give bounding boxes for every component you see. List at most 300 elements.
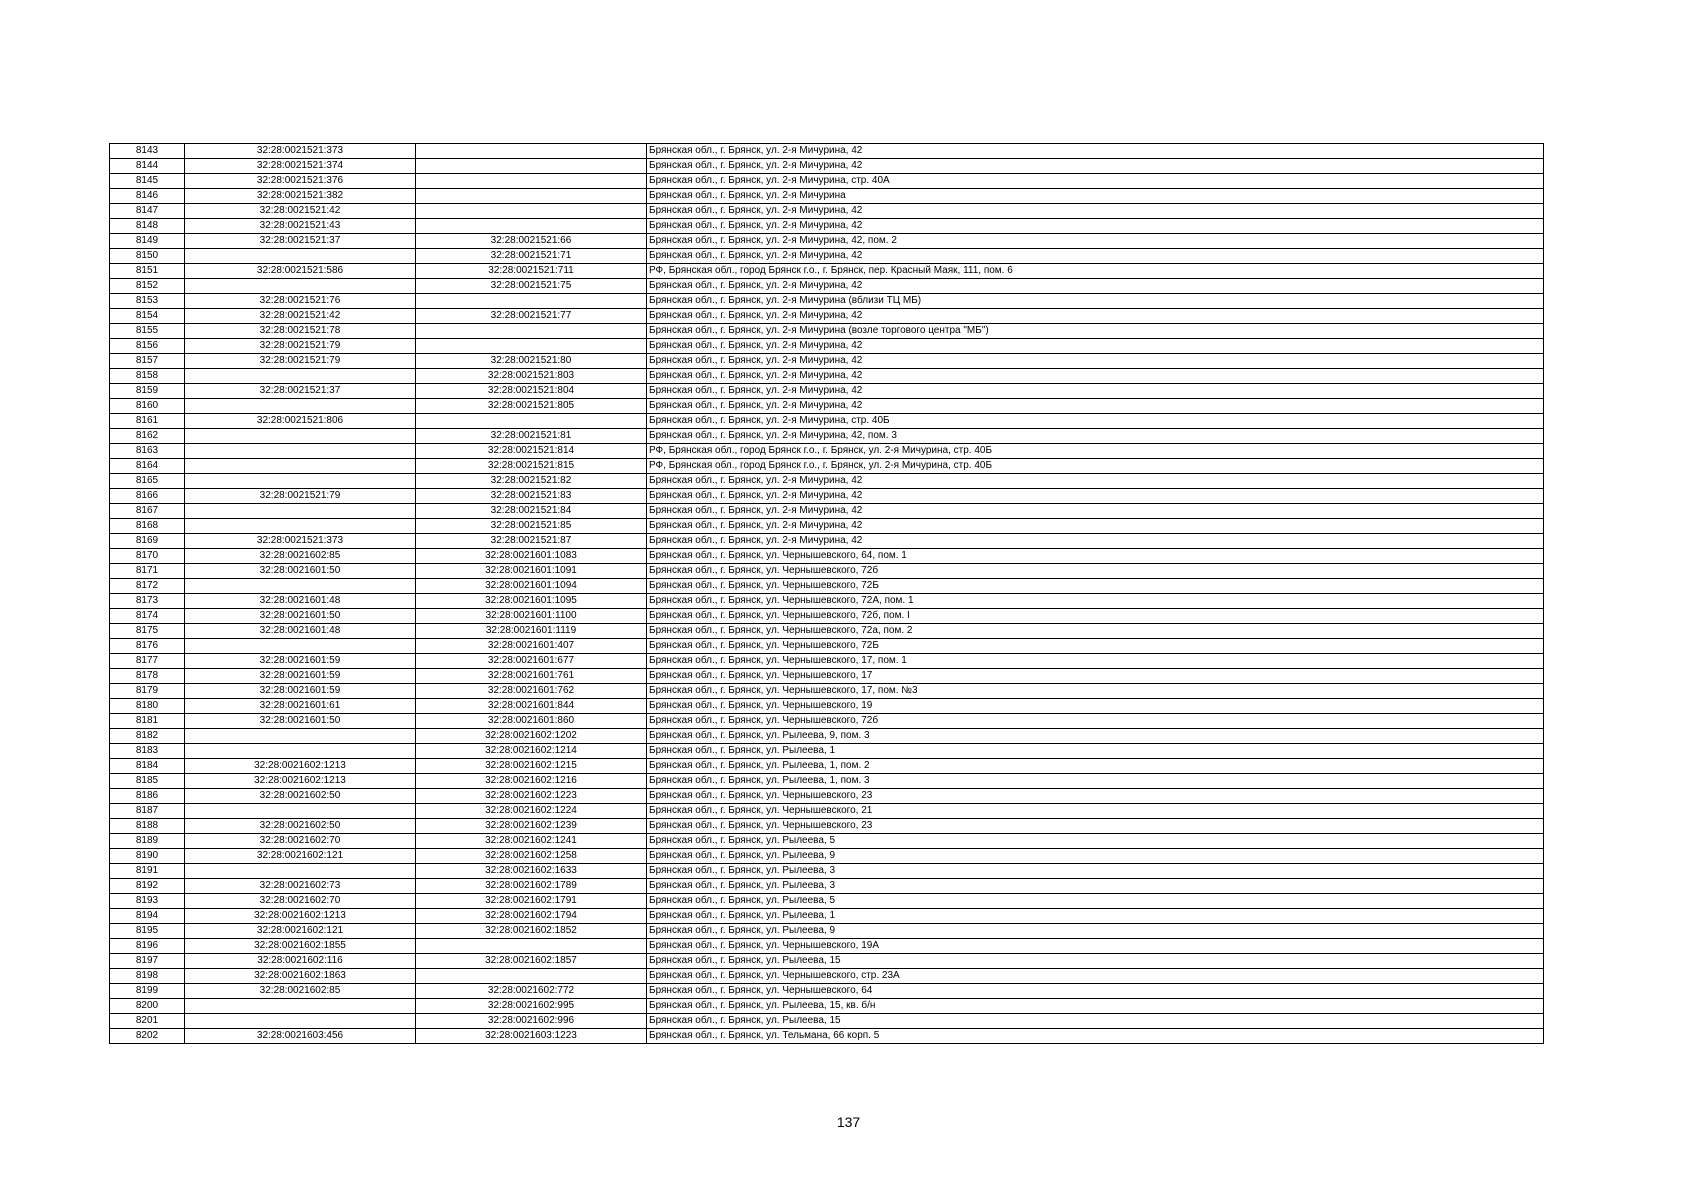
cadastral-number-cell: 32:28:0021601:48 [185, 594, 416, 609]
object-cadastral-number-cell: 32:28:0021602:1789 [416, 879, 647, 894]
table-row [110, 669, 1544, 684]
object-cadastral-number-cell: 32:28:0021521:71 [416, 249, 647, 264]
cadastral-number-cell: 32:28:0021521:42 [185, 309, 416, 324]
address-cell: Брянская обл., г. Брянск, ул. Рылеева, 9 [647, 849, 1544, 864]
table-row [110, 369, 1544, 384]
address-cell: Брянская обл., г. Брянск, ул. Чернышевского, 72б, пом. I [647, 609, 1544, 624]
address-cell: Брянская обл., г. Брянск, ул. 2-я Мичурина, 42 [647, 399, 1544, 414]
address-cell: Брянская обл., г. Брянск, ул. Рылеева, 3 [647, 864, 1544, 879]
object-cadastral-number-cell: 32:28:0021521:815 [416, 459, 647, 474]
address-cell: Брянская обл., г. Брянск, ул. 2-я Мичурина, 42 [647, 489, 1544, 504]
row-number-cell: 8176 [110, 639, 185, 654]
address-cell: Брянская обл., г. Брянск, ул. 2-я Мичурина, 42 [647, 249, 1544, 264]
address-cell: Брянская обл., г. Брянск, ул. Тельмана, 66 корп. 5 [647, 1029, 1544, 1044]
cadastral-number-cell: 32:28:0021602:1863 [185, 969, 416, 984]
cadastral-number-cell: 32:28:0021601:61 [185, 699, 416, 714]
object-cadastral-number-cell: 32:28:0021521:77 [416, 309, 647, 324]
row-number-cell: 8200 [110, 999, 185, 1014]
address-cell: Брянская обл., г. Брянск, ул. Чернышевского, 72Б [647, 579, 1544, 594]
cadastral-number-cell: 32:28:0021521:79 [185, 354, 416, 369]
cadastral-number-cell [185, 579, 416, 594]
row-number-cell: 8179 [110, 684, 185, 699]
cadastral-number-cell [185, 804, 416, 819]
cadastral-number-cell: 32:28:0021602:70 [185, 894, 416, 909]
address-cell: Брянская обл., г. Брянск, ул. Рылеева, 9 [647, 924, 1544, 939]
row-number-cell: 8202 [110, 1029, 185, 1044]
row-number-cell: 8187 [110, 804, 185, 819]
row-number-cell: 8201 [110, 1014, 185, 1029]
cadastral-number-cell: 32:28:0021521:43 [185, 219, 416, 234]
cadastral-number-cell: 32:28:0021521:374 [185, 159, 416, 174]
object-cadastral-number-cell: 32:28:0021602:1202 [416, 729, 647, 744]
page-number: 137 [836, 1114, 861, 1130]
table-row [110, 999, 1544, 1014]
address-cell: Брянская обл., г. Брянск, ул. 2-я Мичурина, стр. 40А [647, 174, 1544, 189]
address-cell: Брянская обл., г. Брянск, ул. Чернышевского, 19 [647, 699, 1544, 714]
cadastral-number-cell: 32:28:0021602:116 [185, 954, 416, 969]
table-row [110, 624, 1544, 639]
address-cell: Брянская обл., г. Брянск, ул. Чернышевского, 72Б [647, 639, 1544, 654]
cadastral-number-cell: 32:28:0021521:37 [185, 234, 416, 249]
object-cadastral-number-cell: 32:28:0021521:805 [416, 399, 647, 414]
table-row [110, 984, 1544, 999]
table-row [110, 759, 1544, 774]
table-row [110, 654, 1544, 669]
object-cadastral-number-cell: 32:28:0021602:772 [416, 984, 647, 999]
address-cell: Брянская обл., г. Брянск, ул. Чернышевского, 72б [647, 714, 1544, 729]
table-row [110, 1014, 1544, 1029]
table-row [110, 879, 1544, 894]
address-cell: Брянская обл., г. Брянск, ул. 2-я Мичурина, 42 [647, 354, 1544, 369]
table-row [110, 909, 1544, 924]
row-number-cell: 8194 [110, 909, 185, 924]
row-number-cell: 8196 [110, 939, 185, 954]
cadastral-number-cell: 32:28:0021521:586 [185, 264, 416, 279]
address-cell: Брянская обл., г. Брянск, ул. 2-я Мичурина, 42 [647, 144, 1544, 159]
cadastral-number-cell: 32:28:0021521:806 [185, 414, 416, 429]
table-row [110, 144, 1544, 159]
cadastral-number-cell: 32:28:0021602:50 [185, 789, 416, 804]
table-row [110, 849, 1544, 864]
object-cadastral-number-cell: 32:28:0021521:82 [416, 474, 647, 489]
address-cell: Брянская обл., г. Брянск, ул. 2-я Мичурина, 42 [647, 474, 1544, 489]
row-number-cell: 8197 [110, 954, 185, 969]
row-number-cell: 8147 [110, 204, 185, 219]
address-cell: Брянская обл., г. Брянск, ул. Чернышевского, 17, пом. 1 [647, 654, 1544, 669]
address-cell: Брянская обл., г. Брянск, ул. Рылеева, 9, пом. 3 [647, 729, 1544, 744]
address-cell: Брянская обл., г. Брянск, ул. Чернышевского, 64 [647, 984, 1544, 999]
address-cell: Брянская обл., г. Брянск, ул. 2-я Мичурина, стр. 40Б [647, 414, 1544, 429]
cadastral-number-cell [185, 399, 416, 414]
row-number-cell: 8155 [110, 324, 185, 339]
row-number-cell: 8190 [110, 849, 185, 864]
table-row [110, 309, 1544, 324]
row-number-cell: 8191 [110, 864, 185, 879]
table-body [110, 144, 1544, 1044]
object-cadastral-number-cell: 32:28:0021602:1239 [416, 819, 647, 834]
row-number-cell: 8165 [110, 474, 185, 489]
object-cadastral-number-cell [416, 159, 647, 174]
row-number-cell: 8146 [110, 189, 185, 204]
cadastral-number-cell [185, 459, 416, 474]
table-row [110, 429, 1544, 444]
row-number-cell: 8183 [110, 744, 185, 759]
object-cadastral-number-cell: 32:28:0021521:87 [416, 534, 647, 549]
object-cadastral-number-cell [416, 189, 647, 204]
address-cell: Брянская обл., г. Брянск, ул. Чернышевского, 17 [647, 669, 1544, 684]
cadastral-number-cell: 32:28:0021521:79 [185, 489, 416, 504]
table-row [110, 354, 1544, 369]
object-cadastral-number-cell: 32:28:0021521:83 [416, 489, 647, 504]
cadastral-number-cell: 32:28:0021603:456 [185, 1029, 416, 1044]
object-cadastral-number-cell: 32:28:0021521:84 [416, 504, 647, 519]
row-number-cell: 8143 [110, 144, 185, 159]
address-cell: РФ, Брянская обл., город Брянск г.о., г. Брянск, ул. 2-я Мичурина, стр. 40Б [647, 444, 1544, 459]
object-cadastral-number-cell: 32:28:0021602:1258 [416, 849, 647, 864]
table-row [110, 639, 1544, 654]
address-cell: Брянская обл., г. Брянск, ул. 2-я Мичурина, 42 [647, 219, 1544, 234]
cadastral-number-cell [185, 999, 416, 1014]
table-row [110, 204, 1544, 219]
table-row [110, 894, 1544, 909]
cadastral-number-cell: 32:28:0021521:42 [185, 204, 416, 219]
address-cell: Брянская обл., г. Брянск, ул. 2-я Мичурина (вблизи ТЦ МБ) [647, 294, 1544, 309]
object-cadastral-number-cell: 32:28:0021602:1223 [416, 789, 647, 804]
cadastral-number-cell: 32:28:0021602:85 [185, 549, 416, 564]
object-cadastral-number-cell: 32:28:0021603:1223 [416, 1029, 647, 1044]
address-cell: Брянская обл., г. Брянск, ул. 2-я Мичурина, 42 [647, 279, 1544, 294]
object-cadastral-number-cell: 32:28:0021602:1857 [416, 954, 647, 969]
address-cell: Брянская обл., г. Брянск, ул. Рылеева, 5 [647, 894, 1544, 909]
cadastral-number-cell: 32:28:0021601:59 [185, 654, 416, 669]
row-number-cell: 8181 [110, 714, 185, 729]
object-cadastral-number-cell: 32:28:0021521:711 [416, 264, 647, 279]
object-cadastral-number-cell: 32:28:0021601:762 [416, 684, 647, 699]
cadastral-number-cell: 32:28:0021602:1855 [185, 939, 416, 954]
table-row [110, 924, 1544, 939]
row-number-cell: 8167 [110, 504, 185, 519]
row-number-cell: 8178 [110, 669, 185, 684]
row-number-cell: 8193 [110, 894, 185, 909]
object-cadastral-number-cell: 32:28:0021601:844 [416, 699, 647, 714]
object-cadastral-number-cell: 32:28:0021602:1633 [416, 864, 647, 879]
cadastral-number-cell: 32:28:0021521:373 [185, 534, 416, 549]
row-number-cell: 8158 [110, 369, 185, 384]
cadastral-number-cell [185, 429, 416, 444]
cadastral-number-cell [185, 1014, 416, 1029]
table-row [110, 609, 1544, 624]
table-row [110, 534, 1544, 549]
object-cadastral-number-cell: 32:28:0021521:85 [416, 519, 647, 534]
row-number-cell: 8184 [110, 759, 185, 774]
address-cell: Брянская обл., г. Брянск, ул. Рылеева, 15 [647, 1014, 1544, 1029]
address-cell: Брянская обл., г. Брянск, ул. Чернышевского, 17, пом. №3 [647, 684, 1544, 699]
object-cadastral-number-cell: 32:28:0021601:1083 [416, 549, 647, 564]
table-row [110, 684, 1544, 699]
address-cell: Брянская обл., г. Брянск, ул. 2-я Мичурина, 42, пом. 3 [647, 429, 1544, 444]
object-cadastral-number-cell: 32:28:0021521:80 [416, 354, 647, 369]
cadastral-number-cell: 32:28:0021521:76 [185, 294, 416, 309]
table-row [110, 714, 1544, 729]
row-number-cell: 8186 [110, 789, 185, 804]
table-row [110, 399, 1544, 414]
row-number-cell: 8199 [110, 984, 185, 999]
object-cadastral-number-cell [416, 414, 647, 429]
object-cadastral-number-cell: 32:28:0021602:1791 [416, 894, 647, 909]
cadastral-number-cell [185, 864, 416, 879]
cadastral-number-cell: 32:28:0021601:50 [185, 714, 416, 729]
row-number-cell: 8173 [110, 594, 185, 609]
cadastral-number-cell: 32:28:0021521:79 [185, 339, 416, 354]
cadastral-number-cell [185, 249, 416, 264]
object-cadastral-number-cell: 32:28:0021521:75 [416, 279, 647, 294]
row-number-cell: 8148 [110, 219, 185, 234]
address-cell: Брянская обл., г. Брянск, ул. 2-я Мичурина, 42 [647, 309, 1544, 324]
object-cadastral-number-cell: 32:28:0021521:81 [416, 429, 647, 444]
row-number-cell: 8171 [110, 564, 185, 579]
object-cadastral-number-cell: 32:28:0021602:1216 [416, 774, 647, 789]
table-row [110, 1029, 1544, 1044]
address-cell: Брянская обл., г. Брянск, ул. 2-я Мичурина (возле торгового центра "МБ") [647, 324, 1544, 339]
address-cell: Брянская обл., г. Брянск, ул. 2-я Мичурина, 42 [647, 369, 1544, 384]
row-number-cell: 8189 [110, 834, 185, 849]
row-number-cell: 8164 [110, 459, 185, 474]
object-cadastral-number-cell: 32:28:0021602:995 [416, 999, 647, 1014]
row-number-cell: 8170 [110, 549, 185, 564]
cadastral-number-cell: 32:28:0021602:1213 [185, 909, 416, 924]
object-cadastral-number-cell: 32:28:0021601:1094 [416, 579, 647, 594]
cadastral-number-cell: 32:28:0021601:59 [185, 669, 416, 684]
object-cadastral-number-cell: 32:28:0021602:1794 [416, 909, 647, 924]
object-cadastral-number-cell [416, 204, 647, 219]
object-cadastral-number-cell: 32:28:0021521:66 [416, 234, 647, 249]
object-cadastral-number-cell: 32:28:0021601:1100 [416, 609, 647, 624]
table-row [110, 549, 1544, 564]
address-cell: Брянская обл., г. Брянск, ул. Чернышевского, 72б [647, 564, 1544, 579]
table-row [110, 564, 1544, 579]
row-number-cell: 8154 [110, 309, 185, 324]
table-row [110, 234, 1544, 249]
object-cadastral-number-cell: 32:28:0021601:1091 [416, 564, 647, 579]
address-cell: Брянская обл., г. Брянск, ул. Рылеева, 1, пом. 2 [647, 759, 1544, 774]
address-cell: Брянская обл., г. Брянск, ул. Рылеева, 15, кв. б/н [647, 999, 1544, 1014]
row-number-cell: 8150 [110, 249, 185, 264]
object-cadastral-number-cell: 32:28:0021601:1119 [416, 624, 647, 639]
row-number-cell: 8157 [110, 354, 185, 369]
row-number-cell: 8182 [110, 729, 185, 744]
object-cadastral-number-cell [416, 144, 647, 159]
row-number-cell: 8192 [110, 879, 185, 894]
address-cell: Брянская обл., г. Брянск, ул. Чернышевского, 23 [647, 789, 1544, 804]
row-number-cell: 8195 [110, 924, 185, 939]
row-number-cell: 8152 [110, 279, 185, 294]
address-cell: Брянская обл., г. Брянск, ул. Чернышевского, 72а, пом. 2 [647, 624, 1544, 639]
cadastral-number-cell: 32:28:0021602:50 [185, 819, 416, 834]
address-cell: Брянская обл., г. Брянск, ул. Рылеева, 1 [647, 909, 1544, 924]
table-row [110, 219, 1544, 234]
address-cell: Брянская обл., г. Брянск, ул. 2-я Мичурина, 42 [647, 519, 1544, 534]
cadastral-number-cell: 32:28:0021602:121 [185, 924, 416, 939]
table-row [110, 414, 1544, 429]
address-cell: Брянская обл., г. Брянск, ул. 2-я Мичурина, 42 [647, 504, 1544, 519]
object-cadastral-number-cell: 32:28:0021601:407 [416, 639, 647, 654]
address-cell: РФ, Брянская обл., город Брянск г.о., г. Брянск, ул. 2-я Мичурина, стр. 40Б [647, 459, 1544, 474]
object-cadastral-number-cell [416, 324, 647, 339]
address-cell: Брянская обл., г. Брянск, ул. 2-я Мичурина [647, 189, 1544, 204]
row-number-cell: 8185 [110, 774, 185, 789]
cadastral-number-cell: 32:28:0021521:382 [185, 189, 416, 204]
cadastral-number-cell: 32:28:0021602:70 [185, 834, 416, 849]
object-cadastral-number-cell [416, 294, 647, 309]
table-row [110, 444, 1544, 459]
row-number-cell: 8159 [110, 384, 185, 399]
address-cell: Брянская обл., г. Брянск, ул. 2-я Мичурина, 42 [647, 339, 1544, 354]
address-cell: Брянская обл., г. Брянск, ул. Чернышевского, 23 [647, 819, 1544, 834]
object-cadastral-number-cell: 32:28:0021521:803 [416, 369, 647, 384]
object-cadastral-number-cell: 32:28:0021602:1241 [416, 834, 647, 849]
row-number-cell: 8168 [110, 519, 185, 534]
row-number-cell: 8188 [110, 819, 185, 834]
cadastral-number-cell: 32:28:0021521:78 [185, 324, 416, 339]
address-cell: Брянская обл., г. Брянск, ул. Чернышевского, 21 [647, 804, 1544, 819]
row-number-cell: 8175 [110, 624, 185, 639]
cadastral-number-cell: 32:28:0021602:85 [185, 984, 416, 999]
address-cell: Брянская обл., г. Брянск, ул. 2-я Мичурина, 42 [647, 534, 1544, 549]
cadastral-number-cell [185, 639, 416, 654]
cadastral-table [109, 143, 1544, 1044]
object-cadastral-number-cell: 32:28:0021602:1214 [416, 744, 647, 759]
table-row [110, 954, 1544, 969]
object-cadastral-number-cell: 32:28:0021521:814 [416, 444, 647, 459]
object-cadastral-number-cell: 32:28:0021602:996 [416, 1014, 647, 1029]
address-cell: Брянская обл., г. Брянск, ул. Рылеева, 15 [647, 954, 1544, 969]
table-row [110, 279, 1544, 294]
table-row [110, 294, 1544, 309]
object-cadastral-number-cell: 32:28:0021602:1852 [416, 924, 647, 939]
row-number-cell: 8162 [110, 429, 185, 444]
table-row [110, 789, 1544, 804]
table-row [110, 804, 1544, 819]
address-cell: Брянская обл., г. Брянск, ул. 2-я Мичурина, 42 [647, 159, 1544, 174]
object-cadastral-number-cell: 32:28:0021521:804 [416, 384, 647, 399]
row-number-cell: 8163 [110, 444, 185, 459]
cadastral-number-cell [185, 474, 416, 489]
object-cadastral-number-cell: 32:28:0021602:1224 [416, 804, 647, 819]
cadastral-number-cell: 32:28:0021601:50 [185, 564, 416, 579]
table-row [110, 159, 1544, 174]
object-cadastral-number-cell: 32:28:0021601:1095 [416, 594, 647, 609]
cadastral-number-cell: 32:28:0021601:59 [185, 684, 416, 699]
object-cadastral-number-cell [416, 219, 647, 234]
row-number-cell: 8198 [110, 969, 185, 984]
object-cadastral-number-cell [416, 174, 647, 189]
row-number-cell: 8145 [110, 174, 185, 189]
address-cell: Брянская обл., г. Брянск, ул. 2-я Мичурина, 42, пом. 2 [647, 234, 1544, 249]
object-cadastral-number-cell: 32:28:0021601:860 [416, 714, 647, 729]
row-number-cell: 8177 [110, 654, 185, 669]
cadastral-number-cell: 32:28:0021602:1213 [185, 759, 416, 774]
object-cadastral-number-cell [416, 339, 647, 354]
address-cell: Брянская обл., г. Брянск, ул. Чернышевского, 64, пом. 1 [647, 549, 1544, 564]
table-row [110, 969, 1544, 984]
cadastral-number-cell: 32:28:0021602:1213 [185, 774, 416, 789]
table-row [110, 384, 1544, 399]
cadastral-number-cell: 32:28:0021521:373 [185, 144, 416, 159]
table-row [110, 774, 1544, 789]
address-cell: Брянская обл., г. Брянск, ул. Рылеева, 3 [647, 879, 1544, 894]
address-cell: Брянская обл., г. Брянск, ул. Чернышевского, стр. 23А [647, 969, 1544, 984]
cadastral-number-cell [185, 504, 416, 519]
row-number-cell: 8166 [110, 489, 185, 504]
table-row [110, 249, 1544, 264]
table-row [110, 189, 1544, 204]
table-row [110, 594, 1544, 609]
table-row [110, 864, 1544, 879]
cadastral-number-cell [185, 279, 416, 294]
cadastral-number-cell: 32:28:0021521:376 [185, 174, 416, 189]
object-cadastral-number-cell [416, 939, 647, 954]
row-number-cell: 8151 [110, 264, 185, 279]
object-cadastral-number-cell: 32:28:0021601:677 [416, 654, 647, 669]
cadastral-number-cell [185, 744, 416, 759]
address-cell: Брянская обл., г. Брянск, ул. Рылеева, 5 [647, 834, 1544, 849]
table-row [110, 489, 1544, 504]
row-number-cell: 8161 [110, 414, 185, 429]
cadastral-number-cell [185, 729, 416, 744]
row-number-cell: 8174 [110, 609, 185, 624]
table-row [110, 819, 1544, 834]
object-cadastral-number-cell [416, 969, 647, 984]
address-cell: РФ, Брянская обл., город Брянск г.о., г. Брянск, пер. Красный Маяк, 111, пом. 6 [647, 264, 1544, 279]
table-row [110, 459, 1544, 474]
object-cadastral-number-cell: 32:28:0021602:1215 [416, 759, 647, 774]
cadastral-number-cell: 32:28:0021601:48 [185, 624, 416, 639]
cadastral-number-cell [185, 369, 416, 384]
row-number-cell: 8160 [110, 399, 185, 414]
address-cell: Брянская обл., г. Брянск, ул. Рылеева, 1 [647, 744, 1544, 759]
cadastral-number-cell [185, 519, 416, 534]
row-number-cell: 8149 [110, 234, 185, 249]
table-row [110, 264, 1544, 279]
row-number-cell: 8156 [110, 339, 185, 354]
address-cell: Брянская обл., г. Брянск, ул. Чернышевского, 19А [647, 939, 1544, 954]
cadastral-number-cell [185, 444, 416, 459]
table-row [110, 729, 1544, 744]
table-row [110, 339, 1544, 354]
table-row [110, 504, 1544, 519]
cadastral-number-cell: 32:28:0021601:50 [185, 609, 416, 624]
table-row [110, 939, 1544, 954]
row-number-cell: 8172 [110, 579, 185, 594]
row-number-cell: 8144 [110, 159, 185, 174]
row-number-cell: 8153 [110, 294, 185, 309]
cadastral-number-cell: 32:28:0021602:73 [185, 879, 416, 894]
cadastral-number-cell: 32:28:0021602:121 [185, 849, 416, 864]
address-cell: Брянская обл., г. Брянск, ул. 2-я Мичурина, 42 [647, 204, 1544, 219]
address-cell: Брянская обл., г. Брянск, ул. 2-я Мичурина, 42 [647, 384, 1544, 399]
table-row [110, 579, 1544, 594]
address-cell: Брянская обл., г. Брянск, ул. Чернышевского, 72А, пом. 1 [647, 594, 1544, 609]
table-row [110, 474, 1544, 489]
table-row [110, 324, 1544, 339]
table-row [110, 744, 1544, 759]
row-number-cell: 8180 [110, 699, 185, 714]
table-row [110, 699, 1544, 714]
table-row [110, 519, 1544, 534]
address-cell: Брянская обл., г. Брянск, ул. Рылеева, 1, пом. 3 [647, 774, 1544, 789]
row-number-cell: 8169 [110, 534, 185, 549]
object-cadastral-number-cell: 32:28:0021601:761 [416, 669, 647, 684]
